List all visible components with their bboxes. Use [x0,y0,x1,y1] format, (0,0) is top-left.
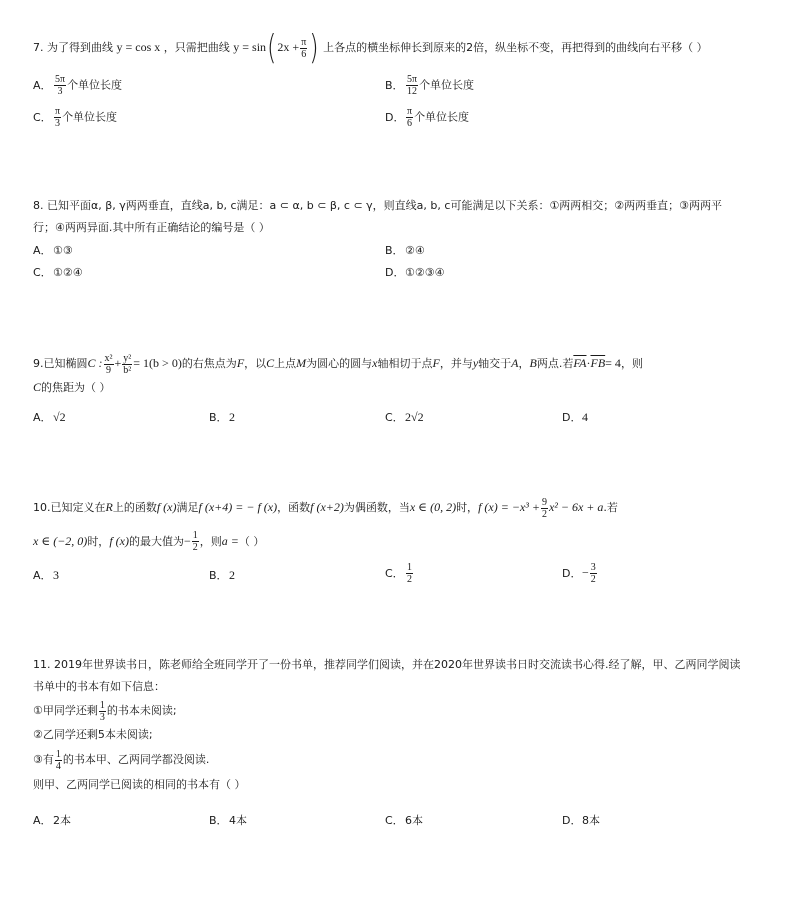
option-b[interactable]: B． $\frac{5\pi}{12}$ 个单位长度 [385,74,475,97]
option-a[interactable]: A．2本 [33,814,71,827]
fraction: $\frac{9}{2}$ [541,496,547,520]
question-11-item-2: ②乙同学还剩5本未阅读; [33,728,153,741]
fraction: $\frac{\text{y²}}{\text{b²}}$ [123,352,132,376]
option-b[interactable]: B．4本 [209,814,247,827]
option-b[interactable]: B．2 [209,568,235,582]
option-b[interactable]: B．2 [209,410,235,424]
fraction: $\frac{1}{2}$ [407,562,412,585]
vector-fb: $\overline{FB}$ [590,356,606,370]
math-expression: 2x + [277,40,300,54]
question-9 [33,352,763,399]
fraction: $\frac{3}{2}$ [590,562,596,585]
option-a[interactable]: A． $\frac{5\pi}{3}$ 个单位长度 [33,74,123,97]
fraction: $\frac{1}{2}$ [192,530,198,553]
option-d[interactable]: D．− $\frac{3}{2}$ [562,562,596,585]
fraction: $\frac{5\pi}{12}$ [407,74,418,97]
stem-text: 上各点的横坐标伸长到原来的2倍，纵坐标不变，再把得到的曲线向右平移（ ） [323,41,708,54]
question-10 [33,496,763,553]
question-7 [33,28,763,68]
question-7-stem [33,28,763,68]
fraction: $\frac{1}{3}$ [99,699,105,723]
question-11-line-6: 则甲、乙两同学已阅读的相同的书本有（ ） [33,778,246,791]
stem-text: ，只需把曲线 [163,41,230,54]
question-9-line-1: 9.已知椭圆C : $\frac{\text{x²}}{9}$ + $\frac{\text{y²}}{\text{b²}}$ = 1(b > 0)的右焦点为F，以C上点M为圆心的圆与x轴相切于点F，并与y轴交于A，B两点.若$\overline{FA}\cdot\overline{FB}= 4$，则 [33,352,643,376]
right-paren: ) [309,28,319,68]
option-d[interactable]: D．8本 [562,814,600,827]
option-a[interactable]: A．3 [33,568,59,582]
option-d[interactable]: D． $\frac{\pi}{6}$ 个单位长度 [385,106,470,129]
math-expression: y = cos x [116,40,161,54]
fraction: $\frac{\pi}{6}$ [407,106,413,129]
question-11-item-3: ③有 $\frac{1}{4}$ 的书本甲、乙两同学都没阅读. [33,748,210,772]
question-11-line-1: 11. 2019年世界读书日，陈老师给全班同学开了一份书单，推荐同学们阅读，并在2020年世界读书日时交流读书心得.经了解，甲、乙两同学阅读 [33,658,741,671]
option-a[interactable]: A．√2 [33,410,66,424]
option-b[interactable]: B．②④ [385,244,425,257]
fraction: $\frac{1}{4}$ [55,748,61,772]
option-c[interactable]: C． $\frac{\pi}{3}$ 个单位长度 [33,106,118,129]
question-11-item-1: ①甲同学还剩 $\frac{1}{3}$ 的书本未阅读; [33,699,177,723]
left-paren: ( [267,28,277,68]
fraction: $\frac{\text{x²}}{9}$ [104,352,113,376]
vector-fa: $\overline{FA}$ [573,356,587,370]
math-expression: y = sin [233,40,267,54]
question-8-line-2: 行；④两两异面.其中所有正确结论的编号是（ ） [33,221,270,234]
fraction: $\frac{\pi}{3}$ [55,106,61,129]
fraction: $\frac{5\pi}{3}$ [55,74,66,97]
option-c[interactable]: C．2√2 [385,410,424,424]
option-c[interactable]: C．6本 [385,814,423,827]
stem-text: 为了得到曲线 [47,41,113,54]
question-8 [33,195,763,239]
question-8-line-1: 8. 已知平面α, β, γ两两垂直，直线a, b, c满足：a ⊂ α, b ⊂ β, c ⊂ γ，则直线a, b, c可能满足以下关系：①两两相交；②两两垂直；③两两平 [33,199,723,212]
question-11 [33,654,763,796]
fraction: $\frac{\pi}{6}$ [301,36,307,60]
question-number: 7. [33,41,44,54]
question-10-line-2: x ∈ (−2, 0)时，f (x)的最大值为− $\frac{1}{2}$ ，则a =（ ） [33,530,265,553]
option-c[interactable]: C．①②④ [33,266,83,279]
question-9-line-2: C的焦距为（ ） [33,379,111,394]
option-d[interactable]: D．①②③④ [385,266,445,279]
question-11-line-2: 书单中的书本有如下信息： [33,680,165,693]
question-10-line-1: 10.已知定义在R上的函数f (x)满足f (x+4) = − f (x)，函数f (x+2)为偶函数，当x ∈ (0, 2)时，f (x) = −x³ + $\frac{9}{2}$ x² − 6x + a.若 [33,496,618,520]
option-d[interactable]: D．4 [562,410,588,424]
option-c[interactable]: C． $\frac{1}{2}$ [385,562,412,585]
option-a[interactable]: A．①③ [33,244,73,257]
